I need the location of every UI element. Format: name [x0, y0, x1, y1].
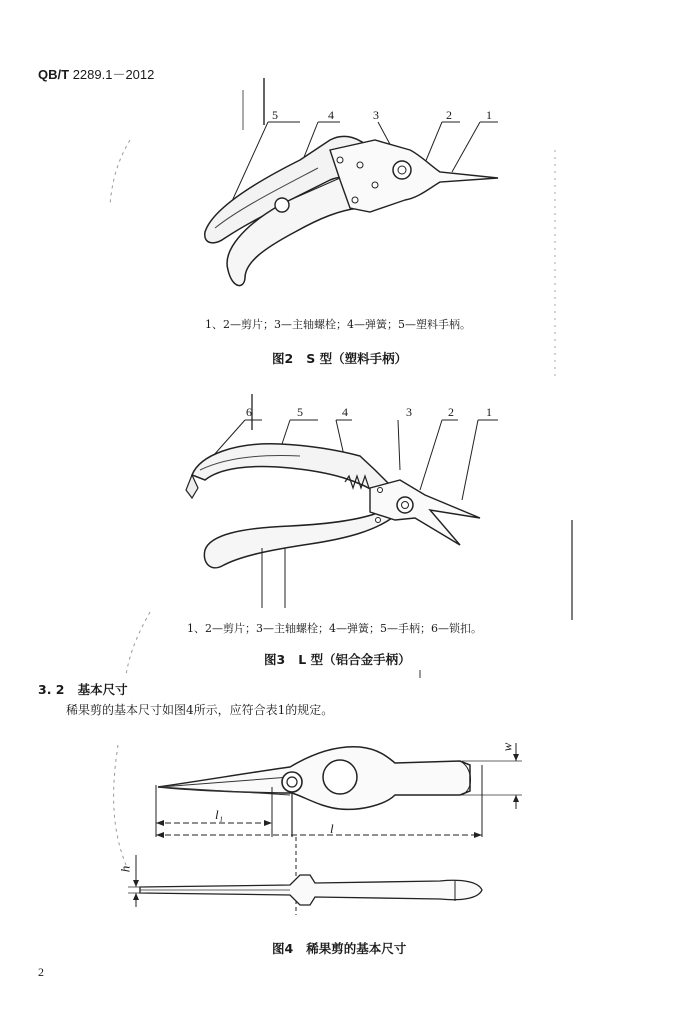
figure-2 [0, 0, 679, 380]
standard-number: 2289.1－2012 [72, 67, 155, 82]
figure-4 [0, 725, 679, 965]
figure-3-callout-6: 6 [246, 405, 252, 419]
figure-3-caption-text: L 型（铝合金手柄） [298, 652, 411, 667]
figure-4-caption-text: 稀果剪的基本尺寸 [306, 941, 407, 956]
figure-3-caption-number: 图3 [264, 652, 286, 667]
dim-label-l1: l₁ [215, 807, 224, 822]
figure-2-callout-5: 5 [272, 108, 278, 122]
standard-prefix: QB/T [38, 67, 70, 82]
figure-2-legend: 1、2—剪片；3—主轴螺栓；4—弹簧；5—塑料手柄。 [205, 318, 471, 331]
figure-3-callout-3: 3 [406, 405, 412, 419]
figure-3-callout-1: 1 [486, 405, 492, 419]
figure-3-callout-2: 2 [448, 405, 454, 419]
figure-2-callout-2: 2 [446, 108, 452, 122]
figure-3-caption [264, 650, 411, 668]
figure-2-caption [272, 349, 407, 367]
section-heading [38, 680, 128, 698]
figure-2-caption-text: S 型（塑料手柄） [306, 351, 408, 366]
figure-4-caption [272, 939, 406, 957]
section-title: 基本尺寸 [77, 682, 128, 697]
figure-2-callout-3: 3 [373, 108, 379, 122]
figure-3-callout-5: 5 [297, 405, 303, 419]
dim-label-l: l [330, 821, 334, 836]
figure-3-callout-4: 4 [342, 405, 348, 419]
figure-2-callout-4: 4 [328, 108, 334, 122]
figure-4-drawing [0, 725, 679, 965]
section-number: 3. 2 [38, 682, 65, 697]
figure-3 [0, 380, 679, 680]
figure-2-callout-1: 1 [486, 108, 492, 122]
figure-4-caption-number: 图4 [272, 941, 294, 956]
dim-label-h: h [117, 865, 133, 873]
section-paragraph: 稀果剪的基本尺寸如图4所示，应符合表1的规定。 [66, 703, 334, 717]
figure-2-caption-number: 图2 [272, 351, 294, 366]
figure-3-legend: 1、2—剪片；3—主轴螺栓；4—弹簧；5—手柄；6—锁扣。 [187, 622, 482, 635]
dim-label-w: w [499, 742, 515, 752]
page-number: 2 [38, 965, 44, 979]
